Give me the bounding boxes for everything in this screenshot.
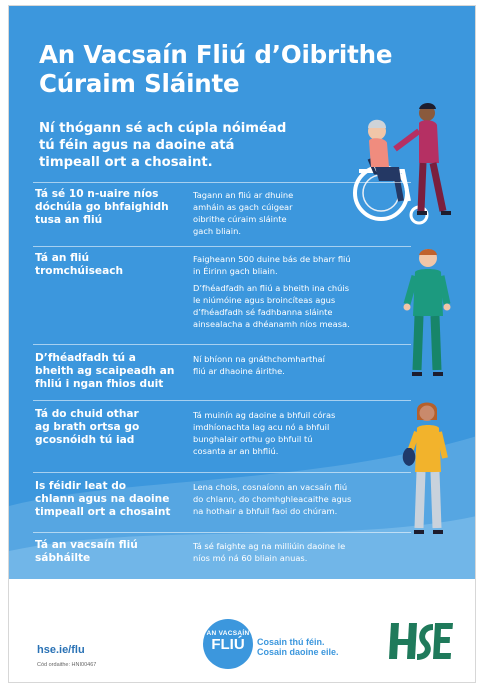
fact-detail-line: fliú ar dhaoine áirithe. <box>193 366 285 376</box>
poster <box>8 5 476 683</box>
fact-heading-line: D’fhéadfadh tú a <box>35 352 136 364</box>
fact-detail-line: imdhíonachta lag acu nó a bhfuil <box>193 422 330 432</box>
fact-detail-line: bunghalair orthu go bhfuil tú <box>193 434 313 444</box>
subtitle-line: timpeall ort a chosaint. <box>39 155 213 170</box>
fact-detail <box>193 253 403 330</box>
fact-heading-line: timpeall ort a chosaint <box>35 506 171 518</box>
row-divider <box>33 182 411 183</box>
fact-detail <box>193 409 403 457</box>
order-code: Cód ordaithe: HNI00467 <box>37 662 97 668</box>
doctor-illustration <box>401 246 461 381</box>
fact-heading-line: dóchúla go bhfaighidh <box>35 201 169 213</box>
tagline <box>257 637 339 657</box>
fact-heading-line: chlann agus na daoine <box>35 493 170 505</box>
fact-heading <box>35 188 185 227</box>
row-divider <box>33 472 411 473</box>
tagline-line: Cosain thú féin. <box>257 637 325 647</box>
fact-detail-line: Faigheann 500 duine bás de bharr fliú <box>193 254 351 264</box>
fact-detail-line: le niúmóine agus broincíteas agus <box>193 295 336 305</box>
hse-logo <box>387 617 457 665</box>
fact-detail-line: do chlann, do chomhghleacaithe agus <box>193 494 352 504</box>
fact-detail-line: Tá sé faighte ag na milliúin daoine le <box>193 541 346 551</box>
fact-detail-line: oibrithe cúraim sláinte <box>193 214 287 224</box>
badge-top-text: AN VACSAÍN <box>206 630 250 637</box>
fact-detail <box>193 540 403 564</box>
fact-detail-line: gach bliain. <box>193 226 241 236</box>
fact-heading-line: tusa an fliú <box>35 214 103 226</box>
fact-heading-line: gcosnóidh tú iad <box>35 434 135 446</box>
fact-heading <box>35 539 185 565</box>
fact-heading-line: Tá do chuid othar <box>35 408 139 420</box>
fact-heading-line: Tá sé 10 n-uaire níos <box>35 188 159 200</box>
hse-flu-link[interactable]: hse.ie/flu <box>37 644 85 656</box>
fact-detail <box>193 353 403 377</box>
fact-detail-line: ainsealacha a dhéanamh níos measa. <box>193 319 350 329</box>
fact-detail-line: d’fhéadfadh sé fadhbanna sláinte <box>193 307 333 317</box>
fact-detail-line: Lena chois, cosnaíonn an vacsaín fliú <box>193 482 348 492</box>
subtitle-line: Ní thógann sé ach cúpla nóiméad <box>39 121 287 136</box>
fact-heading <box>35 408 185 447</box>
fact-heading-line: Is féidir leat do <box>35 480 127 492</box>
woman-illustration <box>397 398 459 538</box>
fact-detail-paragraph <box>193 282 403 330</box>
fact-detail-line: cosanta ar an bhfliú. <box>193 446 279 456</box>
row-divider <box>33 400 411 401</box>
fact-heading-line: sábháilte <box>35 552 91 564</box>
fact-detail-line: níos mó ná 60 bliain anuas. <box>193 553 308 563</box>
fact-heading-line: tromchúiseach <box>35 265 124 277</box>
fact-heading-line: Tá an vacsaín fliú <box>35 539 138 551</box>
fact-heading-line: Tá an fliú <box>35 252 90 264</box>
fact-heading <box>35 480 185 519</box>
fact-heading-line: fhliú i ngan fhios duit <box>35 378 164 390</box>
title-line: An Vacsaín Fliú d’Oibrithe <box>39 40 393 69</box>
fact-detail-line: amháin as gach cúigear <box>193 202 293 212</box>
flu-vaccine-badge <box>203 619 253 669</box>
fact-detail-line: D’fhéadfadh an fliú a bheith ina chúis <box>193 283 350 293</box>
fact-detail <box>193 189 403 237</box>
fact-detail-line: Ní bhíonn na gnáthchomharthaí <box>193 354 325 364</box>
fact-detail-line: Tagann an fliú ar dhuine <box>193 190 294 200</box>
title-line: Cúraim Sláinte <box>39 69 240 98</box>
tagline-line: Cosain daoine eile. <box>257 647 339 657</box>
subtitle-line: tú féin agus na daoine atá <box>39 138 235 153</box>
page-subtitle <box>39 120 349 171</box>
row-divider <box>33 246 411 247</box>
fact-detail <box>193 481 403 517</box>
fact-detail-line: Tá muinín ag daoine a bhfuil córas <box>193 410 336 420</box>
page-title <box>39 40 459 98</box>
fact-heading-line: bheith ag scaipeadh an <box>35 365 175 377</box>
row-divider <box>33 344 411 345</box>
fact-detail-line: na hothair a bhfuil faoi do chúram. <box>193 506 338 516</box>
fact-detail-line: in Éirinn gach bliain. <box>193 266 278 276</box>
badge-main-text: FLIÚ <box>211 636 245 653</box>
row-divider <box>33 532 411 533</box>
fact-heading <box>35 352 185 391</box>
fact-heading-line: ag brath ortsa go <box>35 421 140 433</box>
fact-heading <box>35 252 185 278</box>
